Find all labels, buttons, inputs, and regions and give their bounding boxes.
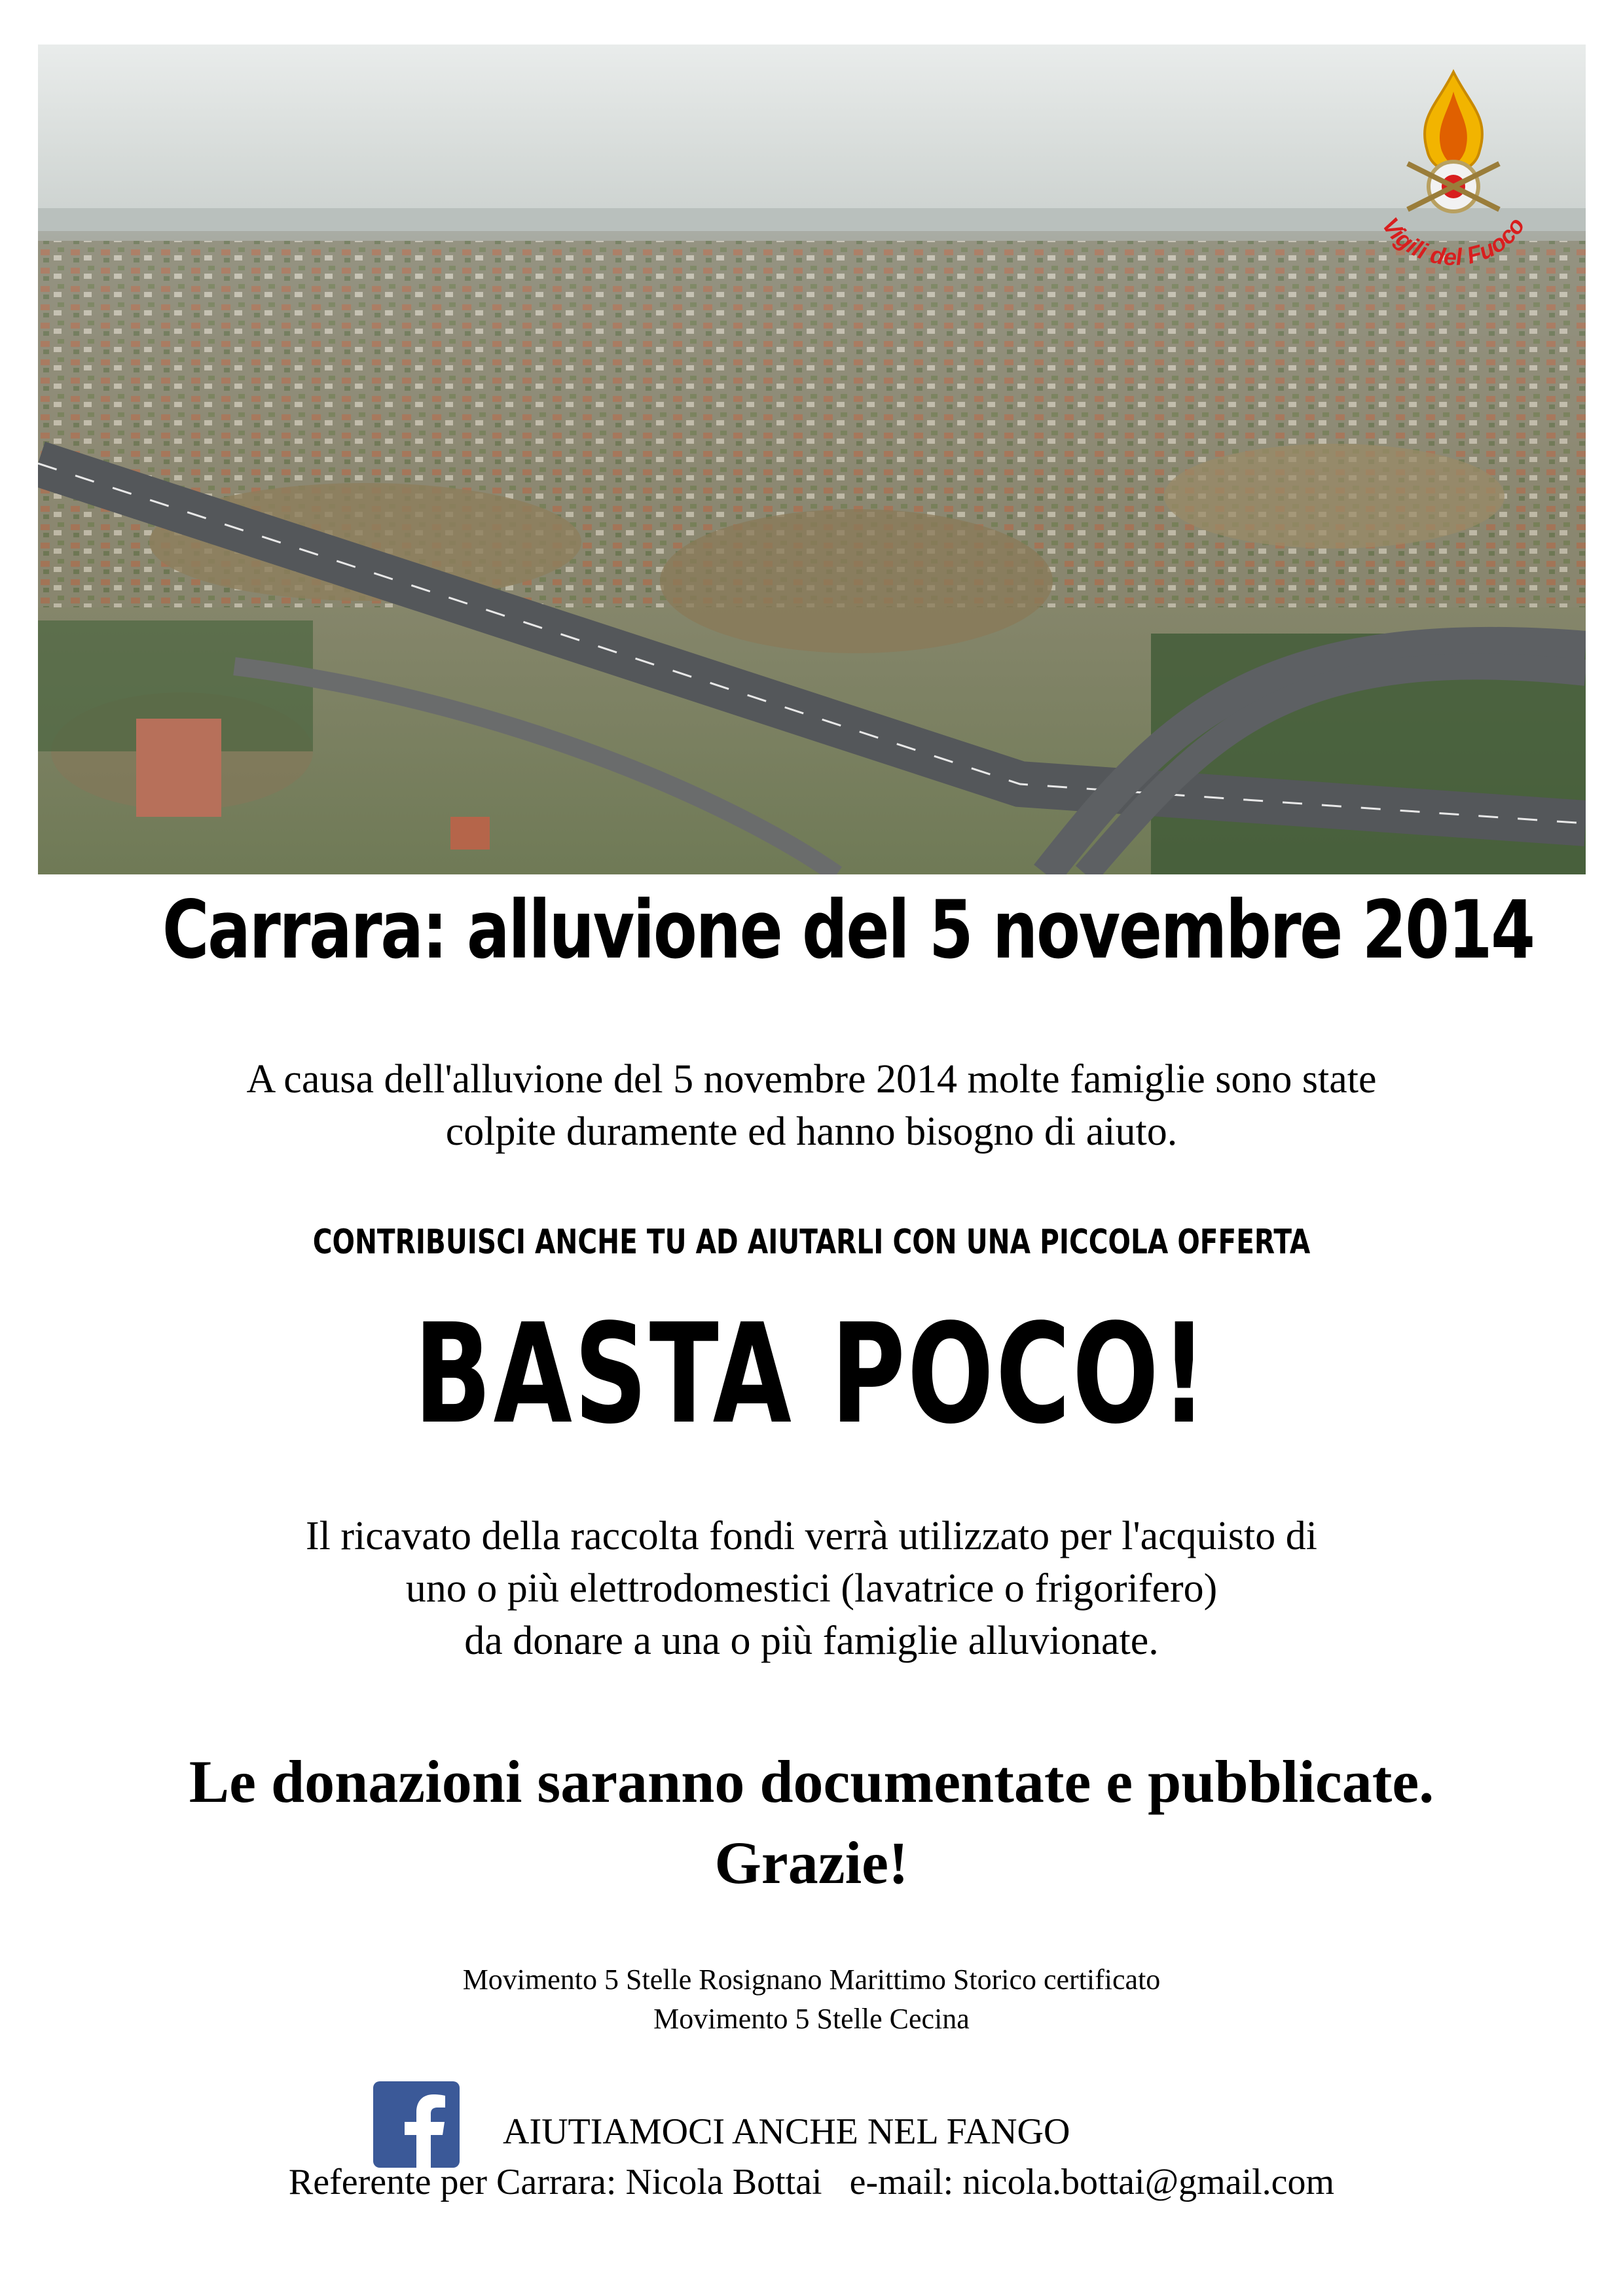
usage-line-3: da donare a una o più famiglie alluvionate.	[464, 1619, 1159, 1663]
donations-thanks: Grazie!	[714, 1829, 909, 1896]
usage-line-2: uno o più elettrodomestici (lavatrice o frigorifero)	[405, 1566, 1218, 1611]
page-title: Carrara: alluvione del 5 novembre 2014	[162, 884, 1534, 977]
usage-line-1: Il ricavato della raccolta fondi verrà utilizzato per l'acquisto di	[306, 1514, 1317, 1558]
call-to-action: CONTRIBUISCI ANCHE TU AD AIUTARLI CON UNA PICCOLA OFFERTA	[312, 1223, 1311, 1262]
facebook-icon[interactable]	[373, 2081, 460, 2168]
intro-line-2: colpite duramente ed hanno bisogno di aiuto.	[445, 1109, 1178, 1154]
headline: BASTA POCO!	[414, 1294, 1209, 1454]
organizers	[0, 1960, 1623, 2039]
referent: Referente per Carrara: Nicola Bottai	[288, 2162, 822, 2202]
contact-line	[0, 2161, 1623, 2203]
vigili-del-fuoco-logo	[1349, 65, 1558, 275]
donations-line-1: Le donazioni saranno documentate e pubblicate.	[189, 1748, 1434, 1815]
email[interactable]: e-mail: nicola.bottai@gmail.com	[849, 2162, 1335, 2202]
donations-note	[0, 1741, 1623, 1903]
intro-line-1: A causa dell'alluvione del 5 novembre 2014 molte famiglie sono state	[246, 1057, 1377, 1102]
logo-text: Vigili del Fuoco	[1377, 212, 1530, 271]
organizer-2: Movimento 5 Stelle Cecina	[653, 2003, 970, 2035]
facebook-page-name[interactable]: AIUTIAMOCI ANCHE NEL FANGO	[503, 2111, 1070, 2152]
organizer-1: Movimento 5 Stelle Rosignano Marittimo Storico certificato	[462, 1964, 1161, 1996]
